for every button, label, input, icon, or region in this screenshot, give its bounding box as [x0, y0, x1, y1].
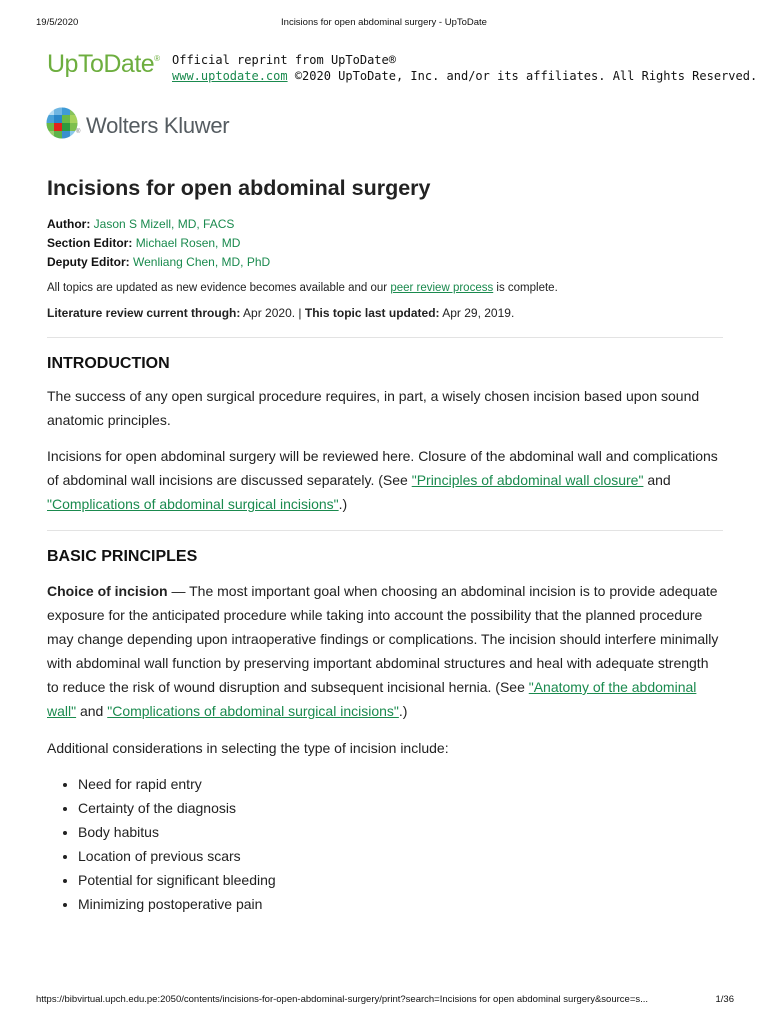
uptodate-logo-reg: ® — [154, 54, 160, 63]
uptodate-logo-text: UpToDate — [47, 50, 155, 78]
article-content — [47, 174, 723, 916]
section-editor-label: Section Editor: — [47, 236, 133, 250]
last-updated-date: Apr 29, 2019. — [439, 306, 515, 320]
print-url: https://bibvirtual.upch.edu.pe:2050/contents/incisions-for-open-abdominal-surgery/print?search=Incisions for open abdominal surgery&source=s... — [36, 994, 649, 1005]
deputy-editor-row — [47, 253, 723, 272]
list-item: • Minimizing postoperative pain — [78, 892, 723, 916]
literature-review-info — [47, 305, 723, 321]
author-label: Author: — [47, 217, 91, 231]
uptodate-logo[interactable] — [47, 50, 160, 79]
print-page-title: Incisions for open abdominal surgery - UpToDate — [281, 17, 487, 28]
additional-considerations-intro: Additional considerations in selecting the type of incision include: — [47, 740, 449, 756]
reprint-line2 — [172, 68, 757, 84]
list-item: • Location of previous scars — [78, 844, 723, 868]
divider — [47, 530, 723, 531]
intro-paragraph-1: The success of any open surgical procedure requires, in part, a wisely chosen incision based upon sound anatomic principles. — [47, 388, 700, 428]
author-row — [47, 215, 723, 234]
last-updated-label: This topic last updated: — [304, 306, 440, 320]
list-item: • Potential for significant bleeding — [78, 868, 723, 892]
complications-incisions-link-2[interactable]: "Complications of abdominal surgical incisions" — [107, 703, 399, 719]
divider — [47, 337, 723, 338]
copyright-text: ©2020 UpToDate, Inc. and/or its affiliates. All Rights Reserved. — [287, 69, 758, 83]
article-authors — [47, 215, 723, 272]
reprint-line1: Official reprint from UpToDate® — [172, 53, 396, 67]
update-note — [47, 280, 723, 296]
publisher-name: Wolters Kluwer — [86, 113, 230, 138]
update-note-end: is complete. — [493, 282, 558, 294]
intro-paragraph-2 — [47, 444, 723, 516]
page-number: 1/36 — [715, 994, 734, 1005]
basic-principles-heading: BASIC PRINCIPLES — [47, 548, 198, 565]
choice-of-incision-text: — The most important goal when choosing an abdominal incision is to provide adequate exposure for the anticipated procedure while taking into account the possibility that the planned procedure may change depending upon intraoperative findings or complications. The incision should interfere minimally with abdominal wall function by preserving important abdominal structures and heal with adequate strength to reduce the risk of wound disruption and subsequent incisional hernia. (See — [47, 583, 719, 695]
abdominal-wall-closure-link[interactable]: "Principles of abdominal wall closure" — [411, 472, 644, 488]
print-date: 19/5/2020 — [36, 17, 79, 28]
peer-review-link[interactable]: peer review process — [390, 282, 494, 294]
section-editor-row — [47, 234, 723, 253]
print-header — [0, 17, 768, 31]
introduction-heading: INTRODUCTION — [47, 355, 170, 372]
reprint-notice — [172, 52, 757, 84]
intro-p2-and: and — [643, 472, 671, 488]
choice-and: and — [76, 703, 108, 719]
author-name[interactable]: Jason S Mizell, MD, FACS — [93, 217, 235, 231]
deputy-editor-label: Deputy Editor: — [47, 255, 130, 269]
print-footer — [0, 994, 768, 1008]
update-note-text: All topics are updated as new evidence becomes available and our — [47, 282, 391, 294]
article-title: Incisions for open abdominal surgery — [47, 176, 431, 200]
complications-incisions-link[interactable]: "Complications of abdominal surgical incisions" — [47, 496, 339, 512]
intro-p2-end: .) — [338, 496, 348, 512]
publisher-reg: ® — [76, 129, 81, 135]
list-item: • Body habitus — [78, 820, 723, 844]
uptodate-link[interactable]: www.uptodate.com — [172, 69, 288, 83]
anatomy-abdominal-wall-link[interactable]: "Anatomy of the abdominal wall" — [47, 679, 697, 719]
choice-end: .) — [398, 703, 408, 719]
choice-of-incision-paragraph — [47, 579, 723, 723]
section-editor-name[interactable]: Michael Rosen, MD — [135, 236, 241, 250]
considerations-list — [47, 772, 723, 916]
choice-of-incision-label: Choice of incision — [47, 583, 168, 599]
lit-review-label: Literature review current through: — [47, 306, 241, 320]
list-item: • Certainty of the diagnosis — [78, 796, 723, 820]
wolters-kluwer-mosaic-icon — [46, 107, 81, 139]
list-item: • Need for rapid entry — [78, 772, 723, 796]
lit-review-date: Apr 2020. | — [240, 306, 305, 320]
deputy-editor-name[interactable]: Wenliang Chen, MD, PhD — [133, 255, 271, 269]
intro-p2-text: Incisions for open abdominal surgery will be reviewed here. Closure of the abdominal wall and complications of abdominal wall incisions are discussed separately. (See — [47, 448, 718, 488]
brand-row — [47, 48, 758, 88]
